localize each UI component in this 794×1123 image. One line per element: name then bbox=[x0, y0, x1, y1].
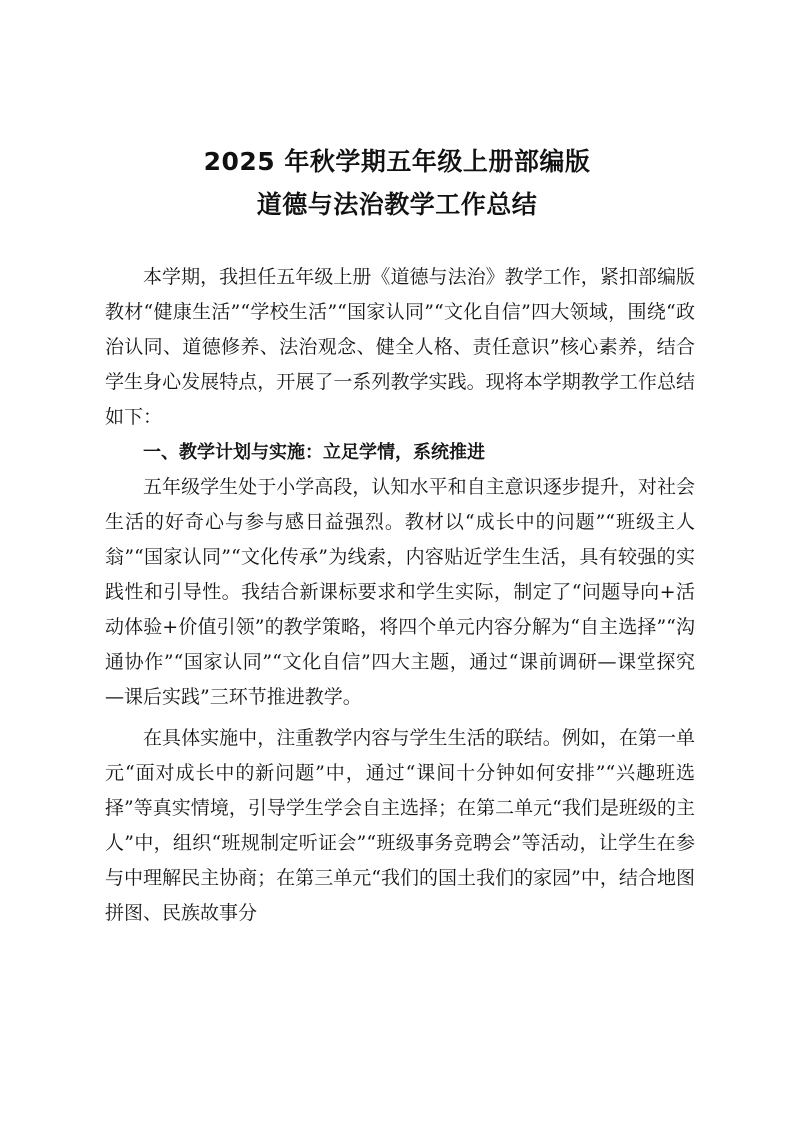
document-body bbox=[105, 260, 695, 931]
title-line-1: 2025 年秋学期五年级上册部编版 bbox=[203, 147, 591, 176]
body-paragraph: 在具体实施中，注重教学内容与学生生活的联结。例如，在第一单元“面对成长中的新问题”中，通过“课间十分钟如何安排”“兴趣班选择”等真实情境，引导学生学会自主选择；在第二单元“我们是班级的主人”中，组织“班规制定听证会”“班级事务竞聘会”等活动，让学生在参与中理解民主协商；在第三单元“我们的国土我们的家园”中，结合地图拼图、民族故事分 bbox=[105, 727, 695, 924]
section-heading: 一、教学计划与实施：立足学情，系统推进 bbox=[143, 442, 485, 463]
intro-paragraph: 本学期，我担任五年级上册《道德与法治》教学工作，紧扣部编版教材“健康生活”“学校生活”“国家认同”“文化自信”四大领域，围绕“政治认同、道德修养、法治观念、健全人格、责任意识”核心素养，结合学生身心发展特点，开展了一系列教学实践。现将本学期教学工作总结如下： bbox=[105, 266, 695, 428]
body-paragraph: 五年级学生处于小学高段，认知水平和自主意识逐步提升，对社会生活的好奇心与参与感日益强烈。教材以“成长中的问题”“班级主人翁”“国家认同”“文化传承”为线索，内容贴近学生生活，具有较强的实践性和引导性。我结合新课标要求和学生实际，制定了“问题导向+活动体验+价值引领”的教学策略，将四个单元内容分解为“自主选择”“沟通协作”“国家认同”“文化自信”四大主题，通过“课前调研—课堂探究—课后实践”三环节推进教学。 bbox=[105, 476, 695, 708]
document-title bbox=[0, 140, 794, 226]
title-line-2: 道德与法治教学工作总结 bbox=[256, 190, 538, 219]
